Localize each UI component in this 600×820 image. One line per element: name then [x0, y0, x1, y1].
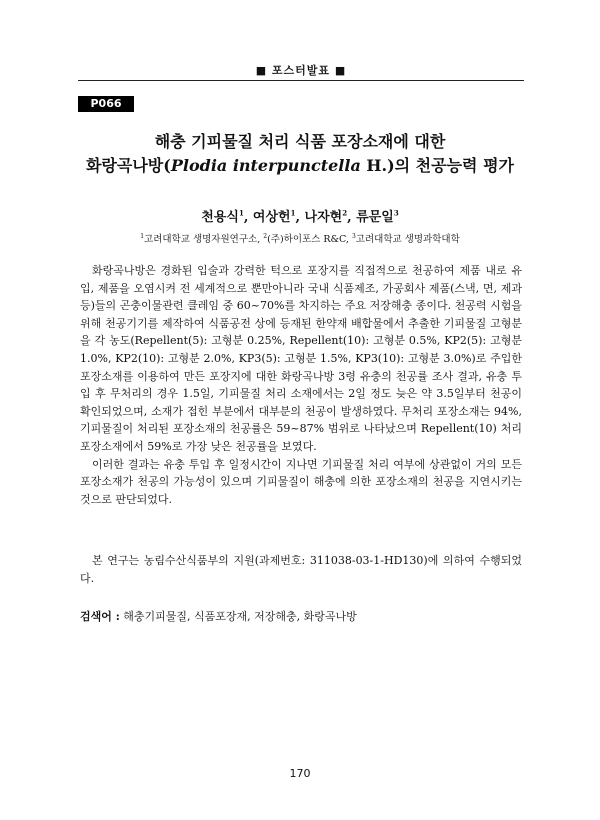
title-line-2-prefix: 화랑곡나방(	[85, 156, 171, 175]
header-rule	[78, 80, 524, 81]
keywords-text: 해충기피물질, 식품포장재, 저장해충, 화랑곡나방	[119, 610, 357, 623]
affiliation-mark: 1	[140, 232, 145, 240]
affiliation-mark: 2	[263, 232, 268, 240]
paper-title	[60, 130, 540, 178]
author-separator: ,	[243, 210, 253, 225]
affiliation-list	[60, 231, 540, 245]
funding-text: 본 연구는 농림수산식품부의 지원(과제번호: 311038-03-1-HD130)에 의하여 수행되었다.	[80, 554, 522, 585]
author-affiliation-mark: 3	[393, 208, 399, 218]
page-number: 170	[289, 767, 311, 780]
affiliation-text: 고려대학교 생명과학대학	[355, 234, 460, 245]
title-line-1: 해충 기피물질 처리 식품 포장소재에 대한	[154, 132, 446, 151]
title-line-2	[60, 154, 540, 178]
author-name: 나자현	[304, 210, 343, 225]
affiliation-text: (주)하이포스 R&C,	[267, 234, 352, 245]
abstract-paragraph: 화랑곡나방은 경화된 입술과 강력한 턱으로 포장지를 직접적으로 천공하여 제품 내로 유입, 제품을 오염시켜 전 세계적으로 뿐만아니라 국내 식품제조, 가공회사 제품(스낵, 면, 제과 등)들의 곤충이물관련 클레임 중 60~70%를 차지하는 주요 저장해충 종이다. 천공력 시험을 위해 천공기기를 제작하여 식품공전 상에 등재된 한약재 배합물에서 추출한 기피물질 고형분을 각 농도(Repellent(5): 고형분 0.25%, Repellent(10): 고형분 0.5%, KP2(5): 고형분 1.0%, KP2(10): 고형분 2.0%, KP3(5): 고형분 1.5%, KP3(10): 고형분 3.0%)로 주입한 포장소재를 이용하여 만든 포장지에 대한 화랑곡나방 3령 유충의 천공률 조사 결과, 유충 투입 후 무처리의 경우 1.5일, 기피물질 처리 소재에서는 2일 정도 늦은 약 3.5일부터 천공이 확인되었으며, 소재가 접힌 부분에서 대부분의 천공이 발생하였다. 무처리 포장소재는 94%, 기피물질이 처리된 포장소재의 천공률은 59~87% 범위로 나타났으며 Repellent(10) 처리 포장소재에서 59%로 가장 낮은 천공률을 보였다.	[80, 264, 522, 453]
author-list	[60, 206, 540, 225]
poster-id-badge: P066	[78, 96, 134, 112]
funding-acknowledgement	[80, 552, 522, 587]
keywords-label: 검색어 :	[80, 610, 120, 623]
section-header: ■ 포스터발표 ■	[255, 64, 347, 77]
author-name: 여상헌	[252, 210, 291, 225]
abstract-body	[80, 262, 522, 508]
author-name: 류문일	[356, 210, 394, 225]
author-affiliation-mark: 1	[290, 208, 296, 218]
abstract-paragraph: 이러한 결과는 유충 투입 후 일정시간이 지나면 기피물질 처리 여부에 상관없이 거의 모든 포장소재가 천공의 가능성이 있으며 기피물질이 해충에 의한 포장소재의 천공을 지연시키는 것으로 판단되었다.	[80, 457, 522, 506]
title-line-2-suffix: H.)의 천공능력 평가	[360, 156, 514, 175]
keywords	[80, 608, 522, 625]
species-name: Plodia interpunctella	[170, 156, 361, 175]
author-affiliation-mark: 2	[342, 208, 348, 218]
author-separator: ,	[347, 210, 357, 225]
affiliation-mark: 3	[351, 232, 356, 240]
author-separator: ,	[295, 210, 305, 225]
author-name: 천용식	[201, 210, 239, 225]
affiliation-text: 고려대학교 생명자원연구소,	[144, 234, 264, 245]
author-affiliation-mark: 1	[238, 208, 244, 218]
